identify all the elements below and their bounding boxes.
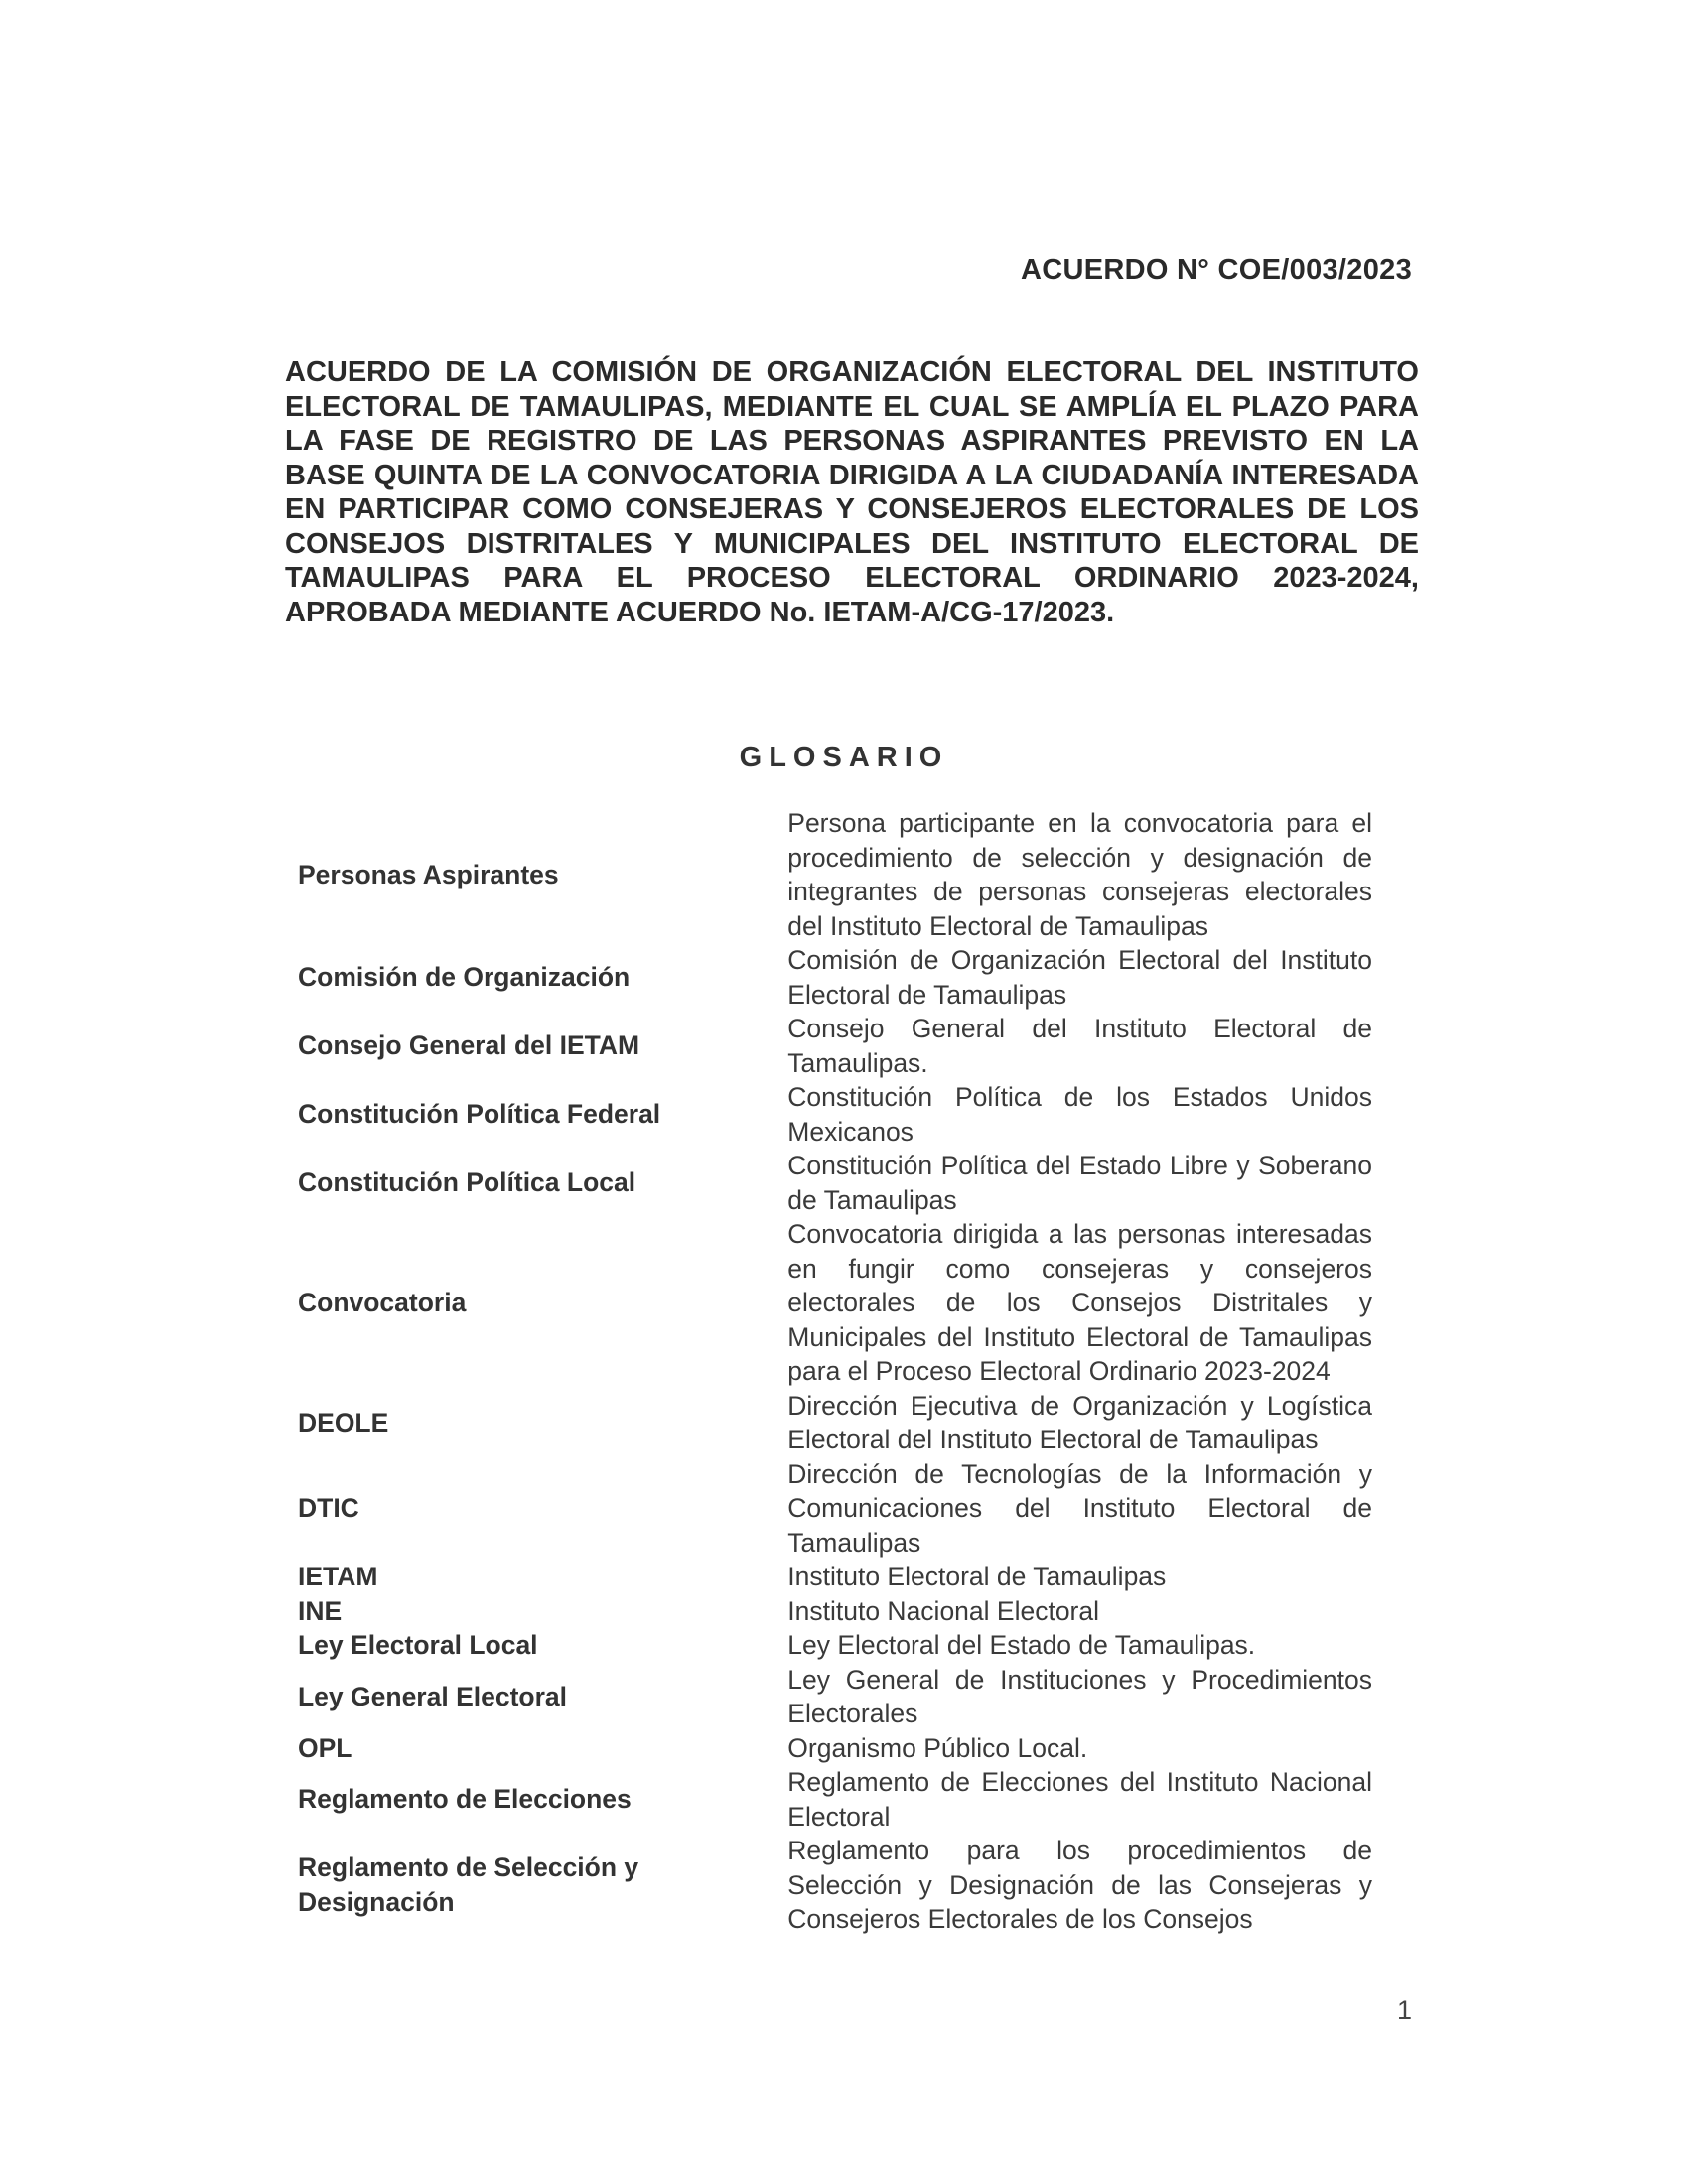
glossary-definition: Dirección de Tecnologías de la Información y Comunicaciones del Instituto Electoral de Tamaulipas (787, 1458, 1372, 1558)
glossary-table (298, 806, 1372, 1937)
glossary-row (298, 1834, 1372, 1937)
glossary-definition: Instituto Electoral de Tamaulipas (787, 1562, 1167, 1591)
glossary-term: DEOLE (298, 1407, 389, 1437)
glossary-definition: Persona participante en la convocatoria para el procedimiento de selección y designación de integrantes de personas consejeras electorales del Instituto Electoral de Tamaulipas (787, 808, 1372, 941)
glossary-definition: Constitución Política de los Estados Unidos Mexicanos (787, 1082, 1372, 1147)
glossary-row (298, 1628, 1372, 1663)
glossary-row (298, 806, 1372, 943)
glossary-row (298, 1389, 1372, 1457)
glossary-row (298, 943, 1372, 1012)
glossary-definition: Ley General de Instituciones y Procedimientos Electorales (787, 1664, 1372, 1728)
glossary-term: OPL (298, 1732, 352, 1763)
glossary-definition: Instituto Nacional Electoral (787, 1595, 1100, 1626)
glossary-term: Reglamento de Elecciones (298, 1784, 632, 1815)
glossary-row (298, 1731, 1372, 1766)
glossary-term: Ley Electoral Local (298, 1630, 538, 1660)
glossary-row (298, 1217, 1372, 1389)
glossary-term: DTIC (298, 1493, 359, 1523)
glossary-definition: Consejo General del Instituto Electoral de Tamaulipas. (787, 1014, 1372, 1078)
glossary-term: Ley General Electoral (298, 1681, 568, 1711)
acuerdo-number: ACUERDO N° COE/003/2023 (1020, 254, 1412, 286)
glossary-row (298, 1765, 1372, 1834)
glossary-term: Consejo General del IETAM (298, 1030, 640, 1061)
glossary-definition: Reglamento de Elecciones del Instituto Nacional Electoral (787, 1767, 1372, 1832)
glossary-definition: Convocatoria dirigida a las personas interesadas en fungir como consejeras y consejeros electorales de los Consejos Distritales y Municipales del Instituto Electoral de Tamaulipas para el Proceso Electoral Ordinario 2023-2024 (787, 1219, 1372, 1386)
glossary-definition: Constitución Política del Estado Libre y Soberano de Tamaulipas (787, 1151, 1372, 1215)
glossary-definition: Ley Electoral del Estado de Tamaulipas. (787, 1630, 1256, 1660)
glossary-term: Reglamento de Selección y Designación (298, 1852, 639, 1917)
glossary-term: Constitución Política Local (298, 1167, 636, 1198)
glossary-row (298, 1080, 1372, 1149)
glossary-definition: Comisión de Organización Electoral del Instituto Electoral de Tamaulipas (787, 945, 1372, 1010)
glossary-row (298, 1663, 1372, 1731)
glossary-term: Constitución Política Federal (298, 1099, 661, 1130)
glossary-term: Personas Aspirantes (298, 859, 559, 889)
glosario-heading: GLOSARIO (739, 742, 949, 773)
glossary-row (298, 1457, 1372, 1561)
glossary-term: INE (298, 1595, 343, 1626)
glossary-row (298, 1560, 1372, 1594)
glossary-term: Comisión de Organización (298, 962, 631, 993)
acuerdo-title: ACUERDO DE LA COMISIÓN DE ORGANIZACIÓN ELECTORAL DEL INSTITUTO ELECTORAL DE TAMAULIPAS, MEDIANTE EL CUAL SE AMPLÍA EL PLAZO PARA LA FASE DE REGISTRO DE LAS PERSONAS ASPIRANTES PREVISTO EN LA BASE QUINTA DE LA CONVOCATORIA DIRIGIDA A LA CIUDADANÍA INTERESADA EN PARTICIPAR COMO CONSEJERAS Y CONSEJEROS ELECTORALES DE LOS CONSEJOS DISTRITALES Y MUNICIPALES DEL INSTITUTO ELECTORAL DE TAMAULIPAS PARA EL PROCESO ELECTORAL ORDINARIO 2023-2024, APROBADA MEDIANTE ACUERDO No. IETAM-A/CG-17/2023. (285, 356, 1419, 628)
glossary-definition: Organismo Público Local. (787, 1732, 1088, 1763)
glossary-definition: Reglamento para los procedimientos de Selección y Designación de las Consejeras y Consejeros Electorales de los Consejos (787, 1836, 1372, 1934)
glossary-term: Convocatoria (298, 1288, 467, 1317)
glossary-term: IETAM (298, 1562, 378, 1591)
glossary-definition: Dirección Ejecutiva de Organización y Logística Electoral del Instituto Electoral de Tamaulipas (787, 1390, 1372, 1454)
page-number: 1 (1396, 1995, 1412, 2025)
glossary-row (298, 1594, 1372, 1629)
glossary-row (298, 1149, 1372, 1217)
glossary-row (298, 1012, 1372, 1080)
